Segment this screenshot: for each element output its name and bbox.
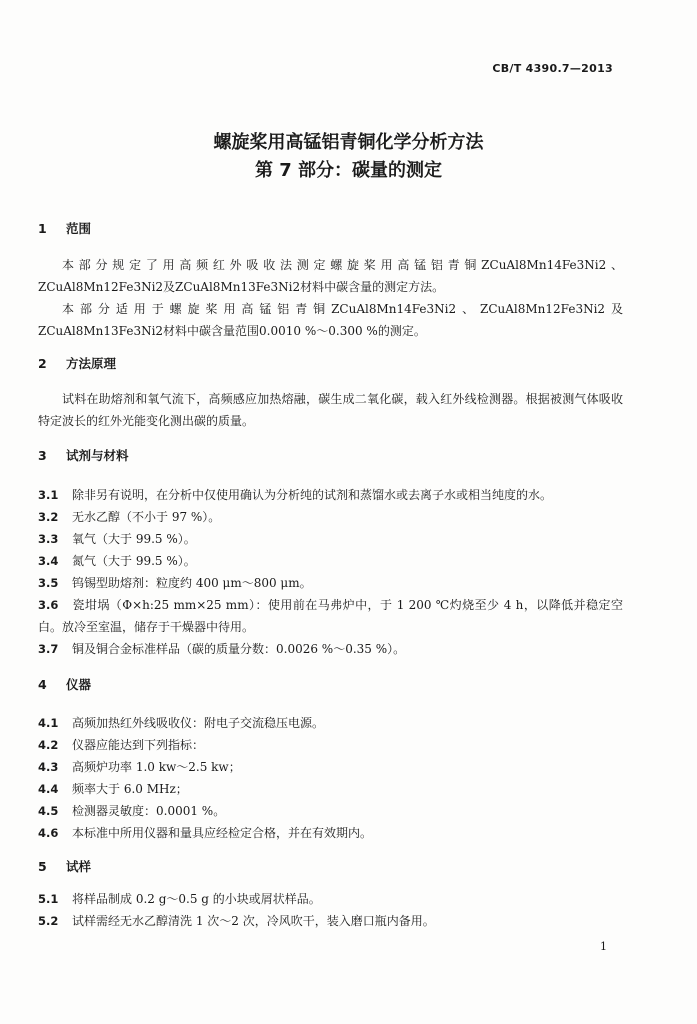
section-1-paragraph-1: 本部分规定了用高频红外吸收法测定螺旋桨用高锰铝青铜ZCuAl8Mn14Fe3Ni2、ZCuAl8Mn12Fe3Ni2及ZCuAl8Mn13Fe3Ni2材料中碳含量的测定方法。 — [38, 258, 623, 294]
item-number: 3.1 — [38, 488, 59, 502]
section-number: 4 — [38, 677, 47, 692]
section-1-heading — [38, 220, 91, 238]
list-item-3-4 — [38, 550, 623, 572]
item-text: 除非另有说明，在分析中仅使用确认为分析纯的试剂和蒸馏水或去离子水或相当纯度的水。 — [72, 488, 553, 502]
item-number: 3.5 — [38, 576, 59, 590]
item-text: 频率大于 6.0 MHz； — [72, 782, 188, 796]
section-number: 2 — [38, 356, 47, 371]
item-text: 钨锡型助熔剂：粒度约 400 μm～800 μm。 — [72, 576, 312, 590]
item-number: 4.1 — [38, 716, 59, 730]
item-text: 试样需经无水乙醇清洗 1 次～2 次，冷风吹干，装入磨口瓶内备用。 — [72, 914, 435, 928]
item-number: 4.3 — [38, 760, 59, 774]
section-5-heading — [38, 858, 91, 876]
item-text: 无水乙醇（不小于 97 %）。 — [72, 510, 221, 524]
item-number: 3.7 — [38, 642, 59, 656]
list-item-5-1 — [38, 888, 623, 910]
standard-code: CB/T 4390.7—2013 — [492, 62, 613, 75]
item-number: 4.6 — [38, 826, 59, 840]
section-number: 1 — [38, 221, 47, 236]
list-item-4-4 — [38, 778, 623, 800]
section-2-paragraph-1: 试料在助熔剂和氧气流下，高频感应加热熔融，碳生成二氧化碳，载入红外线检测器。根据被测气体吸收特定波长的红外光能变化测出碳的质量。 — [38, 392, 623, 428]
item-text: 仪器应能达到下列指标： — [72, 738, 205, 752]
item-text: 高频加热红外线吸收仪：附电子交流稳压电源。 — [72, 716, 325, 730]
section-title: 试样 — [66, 859, 92, 874]
section-number: 3 — [38, 448, 47, 463]
section-3-heading — [38, 447, 129, 465]
section-4-heading — [38, 676, 91, 694]
item-text: 将样品制成 0.2 g～0.5 g 的小块或屑状样品。 — [72, 892, 321, 906]
list-item-4-5 — [38, 800, 623, 822]
item-number: 5.2 — [38, 914, 59, 928]
section-title: 仪器 — [66, 677, 92, 692]
item-text: 氮气（大于 99.5 %）。 — [72, 554, 196, 568]
list-item-3-2 — [38, 506, 623, 528]
section-title: 范围 — [66, 221, 92, 236]
document-title-line2: 第 7 部分：碳量的测定 — [254, 160, 443, 181]
section-number: 5 — [38, 859, 47, 874]
list-item-3-7 — [38, 638, 623, 660]
section-title: 试剂与材料 — [66, 448, 129, 463]
item-text: 检测器灵敏度：0.0001 %。 — [72, 804, 226, 818]
list-item-3-1 — [38, 484, 623, 506]
item-text: 本标准中所用仪器和量具应经检定合格，并在有效期内。 — [72, 826, 373, 840]
list-item-4-1 — [38, 712, 623, 734]
item-number: 4.2 — [38, 738, 59, 752]
list-item-5-2 — [38, 910, 623, 932]
page-number: 1 — [600, 940, 607, 953]
list-item-3-3 — [38, 528, 623, 550]
item-text: 氧气（大于 99.5 %）。 — [72, 532, 196, 546]
item-number: 3.4 — [38, 554, 59, 568]
section-2-heading — [38, 355, 116, 373]
section-1-paragraph-2: 本部分适用于螺旋桨用高锰铝青铜ZCuAl8Mn14Fe3Ni2、ZCuAl8Mn12Fe3Ni2及ZCuAl8Mn13Fe3Ni2材料中碳含量范围0.0010 %～0.300 %的测定。 — [38, 302, 623, 338]
item-number: 5.1 — [38, 892, 59, 906]
item-text: 铜及铜合金标准样品（碳的质量分数：0.0026 %～0.35 %）。 — [72, 642, 406, 656]
document-title-line1: 螺旋桨用高锰铝青铜化学分析方法 — [213, 132, 484, 153]
item-text: 高频炉功率 1.0 kw～2.5 kw； — [72, 760, 241, 774]
list-item-4-2 — [38, 734, 623, 756]
item-number: 3.6 — [38, 598, 59, 612]
section-title: 方法原理 — [66, 356, 117, 371]
list-item-3-5 — [38, 572, 623, 594]
item-number: 4.5 — [38, 804, 59, 818]
item-number: 4.4 — [38, 782, 59, 796]
item-number: 3.2 — [38, 510, 59, 524]
list-item-4-3 — [38, 756, 623, 778]
list-item-3-6 — [38, 594, 623, 638]
list-item-4-6 — [38, 822, 623, 844]
item-number: 3.3 — [38, 532, 59, 546]
item-text: 瓷坩埚（Φ×h:25 mm×25 mm）：使用前在马弗炉中，于 1 200 ℃灼烧至少 4 h，以降低并稳定空白。放冷至室温，储存于干燥器中待用。 — [38, 598, 623, 634]
